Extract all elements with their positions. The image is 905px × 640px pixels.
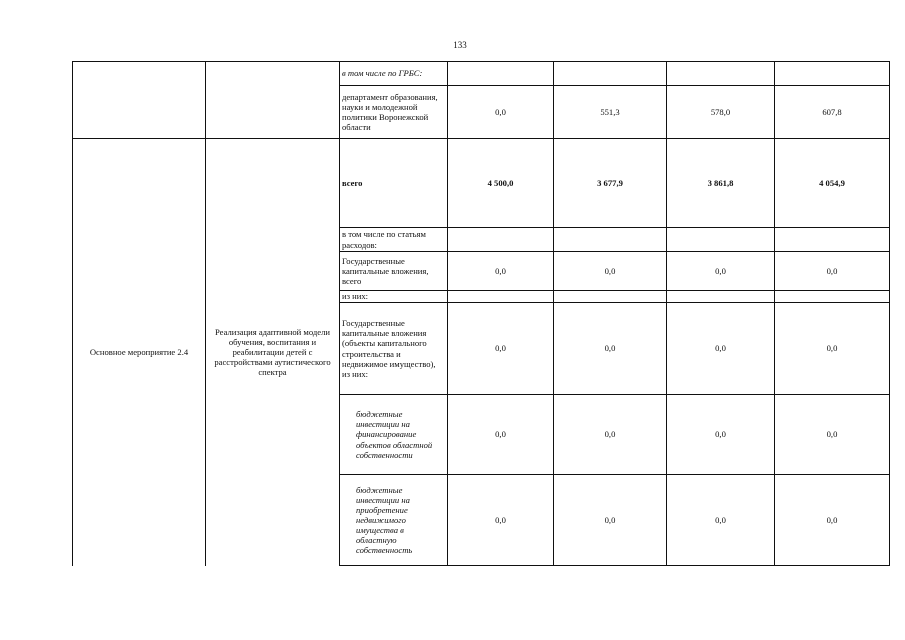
value-cell [775, 228, 890, 252]
value-cell: 4 500,0 [448, 139, 554, 228]
value-cell: 3 861,8 [667, 139, 775, 228]
value-cell: 578,0 [667, 86, 775, 139]
budget-financing-label: бюджетные инвестиции на финансирование объектов областной собственности [340, 395, 448, 475]
value-cell: 0,0 [554, 303, 667, 395]
activity-name-cell-prev [206, 62, 340, 139]
value-cell: 0,0 [667, 252, 775, 291]
activity-name: Реализация адаптивной модели обучения, воспитания и реабилитации детей с расстройствами аутистического спектра [206, 139, 340, 566]
value-cell [667, 291, 775, 303]
value-cell: 0,0 [775, 252, 890, 291]
value-cell: 0,0 [667, 475, 775, 566]
grbs-label: в том числе по ГРБС: [340, 62, 448, 86]
value-cell [667, 228, 775, 252]
value-cell: 0,0 [554, 475, 667, 566]
value-cell: 0,0 [667, 303, 775, 395]
by-articles-label: в том числе по статьям расходов: [340, 228, 448, 252]
value-cell: 3 677,9 [554, 139, 667, 228]
value-cell [775, 291, 890, 303]
value-cell: 0,0 [448, 252, 554, 291]
department-label: департамент образования, науки и молодежной политики Воронежской области [340, 86, 448, 139]
value-cell [554, 291, 667, 303]
budget-table [72, 61, 890, 566]
value-cell: 551,3 [554, 86, 667, 139]
value-cell: 4 054,9 [775, 139, 890, 228]
value-cell: 0,0 [554, 395, 667, 475]
state-capital-label: Государственные капитальные вложения, всего [340, 252, 448, 291]
value-cell [554, 228, 667, 252]
value-cell: 607,8 [775, 86, 890, 139]
value-cell: 0,0 [775, 475, 890, 566]
activity-code-cell-prev [73, 62, 206, 139]
total-label: всего [340, 139, 448, 228]
of-them-label: из них: [340, 291, 448, 303]
state-capital-objects-label: Государственные капитальные вложения (объекты капитального строительства и недвижимое имущество), из них: [340, 303, 448, 395]
value-cell: 0,0 [448, 475, 554, 566]
value-cell [448, 228, 554, 252]
value-cell: 0,0 [775, 395, 890, 475]
value-cell [448, 62, 554, 86]
value-cell [448, 291, 554, 303]
value-cell: 0,0 [667, 395, 775, 475]
value-cell: 0,0 [554, 252, 667, 291]
value-cell: 0,0 [448, 395, 554, 475]
value-cell [667, 62, 775, 86]
value-cell [775, 62, 890, 86]
activity-code: Основное мероприятие 2.4 [73, 139, 206, 566]
budget-acquisition-label: бюджетные инвестиции на приобретение недвижимого имущества в областную собственность [340, 475, 448, 566]
page-number: 133 [453, 40, 467, 50]
value-cell: 0,0 [448, 303, 554, 395]
table-row [73, 139, 890, 228]
value-cell: 0,0 [775, 303, 890, 395]
table-row [73, 62, 890, 86]
value-cell [554, 62, 667, 86]
value-cell: 0,0 [448, 86, 554, 139]
